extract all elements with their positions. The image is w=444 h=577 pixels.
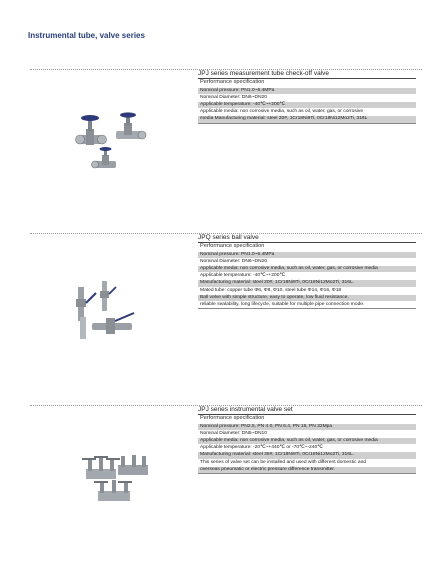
spec-row: Nominal Diameter: DN5~DN10 <box>198 430 416 437</box>
spec-row: overseas pneumatic or electric pressure difference transmitter. <box>198 466 416 473</box>
spec-header: Performance specification <box>198 414 416 423</box>
spec-row: This series of valve set can be installed and used with different domestic and <box>198 459 416 466</box>
spec-row: Applicable media: non corrosive media, such as oil, water, gas, or corrosive <box>198 108 416 115</box>
spec-block <box>198 405 416 474</box>
spec-row: Nominal pressure: PN2.5, PN 4.0, PN 6.4, PN 16, PN 32Mpa <box>198 423 416 430</box>
spec-row: Applicable temperature: -20℃~+440℃ or -70℃~-240℃ <box>198 444 416 451</box>
spec-row: reliable sealability, long lifecycle, suitable for multiple pipe connection mode. <box>198 301 416 308</box>
spec-row: Applicable temperature: -40℃~+200℃ <box>198 101 416 108</box>
valve-set-image <box>78 455 158 515</box>
spec-row: Applicable media: non corrosive media, such as oil, water, gas, or corrosive media <box>198 265 416 272</box>
spec-row: Manufacturing material: steel 35#, 1Cr18Ni9Ti, 0Cr18Ni12Mo2Ti, 316L. <box>198 451 416 458</box>
spec-row: Nominal pressure: PN1.0~6.4MPa <box>198 87 416 94</box>
spec-block <box>198 233 416 309</box>
check-off-valve-image <box>72 111 162 186</box>
spec-header: Performance specification <box>198 78 416 87</box>
spec-row: Nominal pressure: PN1.0~6.4MPa <box>198 251 416 258</box>
spec-row: Applicable temperature: -40℃~+200℃ <box>198 272 416 279</box>
spec-row: Manufacturing material: steel 20#, 1Cr18Ni9Ti, 0Cr18Ni12Mo2Ti, 316L. <box>198 279 416 286</box>
spec-end-rule <box>198 123 416 124</box>
spec-end-rule <box>198 308 416 309</box>
spec-row: Nominal Diameter: DN6~DN20 <box>198 258 416 265</box>
section-title: JPQ series ball valve <box>198 234 259 241</box>
ball-valve-image <box>68 277 148 352</box>
section-title: JPJ series instrumental valve set <box>198 406 293 413</box>
spec-end-rule <box>198 473 416 474</box>
spec-header: Performance specification <box>198 242 416 251</box>
page-title: Instrumental tube, valve series <box>28 31 145 40</box>
spec-row: Ball valve with simple structure, easy to operate, low fluid resistance, <box>198 294 416 301</box>
spec-row: Nominal Diameter: DN6~DN20 <box>198 94 416 101</box>
section-title: JPJ series measurement tube check-off valve <box>198 70 330 77</box>
spec-block <box>198 69 416 124</box>
spec-row: Mated tube: copper tube Φ6, Φ8, Φ10, steel tube Φ14, Φ16, Φ18 <box>198 287 416 294</box>
spec-row: Applicable media: non corrosive media, such as oil, water, gas, or corrosive media <box>198 437 416 444</box>
spec-row: media Manufacturing material: steel 20#, 1Cr18Ni9Ti, 0Cr18Ni12Mo2Ti, 316L <box>198 115 416 122</box>
